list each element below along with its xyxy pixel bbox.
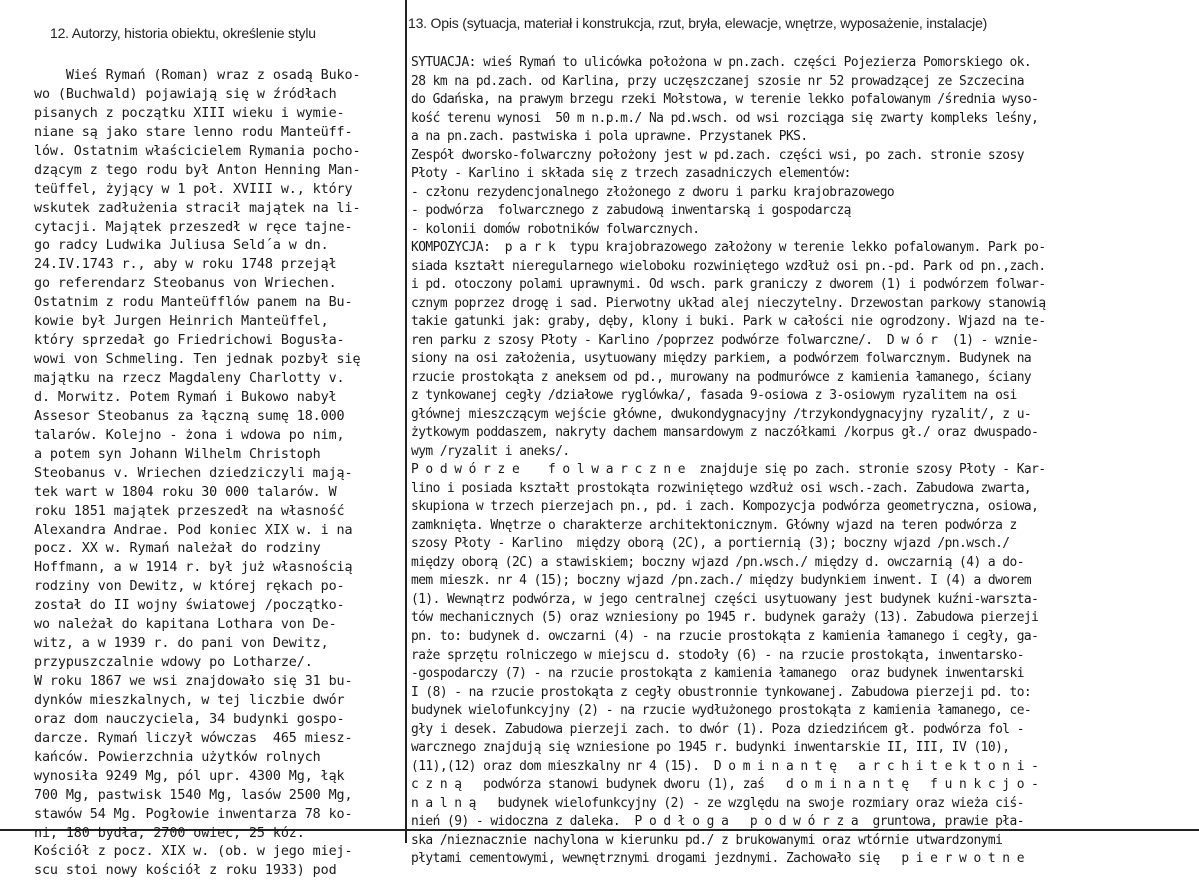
text-line: a potem syn Johann Wilhelm Christoph xyxy=(34,446,321,462)
section-12-body xyxy=(34,67,394,881)
text-line: -gospodarczy (7) - na rzucie prostokąta z kamienia łamanego oraz budynek inwentarski xyxy=(411,666,1024,682)
text-line: siony na osi założenia, usytuowany między parkiem, a podwórzem folwarcznym. Budynek na xyxy=(411,351,1032,367)
text-line: Wieś Rymań (Roman) wraz z osadą Buko- xyxy=(34,68,361,83)
text-line: między oborą (2C) a stawiskiem; boczny wjazd /pn.wsch./ między d. owczarnią (4) a do- xyxy=(411,554,1024,570)
text-line: n a l n ą budynek wielofunkcyjny (2) - ze względu na swoje rozmiary oraz wieża ciś- xyxy=(411,795,1024,811)
text-line: niane są jako stare lenno rodu Manteüff- xyxy=(34,124,353,140)
text-line: tek wart w 1804 roku 30 000 talarów. W xyxy=(34,484,337,500)
text-line: rodziny von Dewitz, w której rękach po- xyxy=(34,579,345,595)
text-line: 700 Mg, pastwisk 1540 Mg, lasów 2500 Mg, xyxy=(34,787,353,803)
text-line: skupiona w trzech pierzejach pn., pd. i zach. Kompozycja podwórza geometryczna, osiowa, xyxy=(411,499,1039,515)
text-line: - podwórza folwarcznego z zabudową inwentarską i gospodarczą xyxy=(411,203,851,219)
text-line: wskutek zadłużenia stracił majątek na li- xyxy=(34,200,361,216)
text-line: dzącym z tego rodu był Anton Henning Man- xyxy=(34,162,361,178)
text-line: Alexandra Andrae. Pod koniec XIX w. i na xyxy=(34,522,353,538)
text-line: a na pn.zach. pastwiska i pola uprawne. Przystanek PKS. xyxy=(411,129,808,145)
text-line: Zespół dworsko-folwarczny położony jest w pd.zach. części wsi, po zach. stronie szosy xyxy=(411,147,1024,163)
text-line: płytami cementowymi, wewnętrznymi drogami jezdnymi. Zachowało się p i e r w o t n e xyxy=(411,851,1024,867)
text-line: budynek wielofunkcyjny (2) - na rzucie wydłużonego prostokąta z kamienia łamanego, ce- xyxy=(411,703,1032,719)
text-line: go referendarz Steobanus von Wriechen. xyxy=(34,276,337,292)
text-line: zamknięta. Wnętrze o charakterze architektonicznym. Główny wjazd na teren podwórza z xyxy=(411,517,1017,533)
text-line: P o d w ó r z e f o l w a r c z n e znajduje się po zach. stronie szosy Płoty - Kar- xyxy=(411,462,1046,478)
section-12-heading: 12. Autorzy, historia obiektu, określenie stylu xyxy=(50,25,316,41)
text-line: cznym poprzez drogę i sad. Pierwotny układ alej nieczytelny. Drzewostan parkowy stanowią xyxy=(411,295,1046,311)
text-line: oraz dom nauczyciela, 34 budynki gospo- xyxy=(34,711,345,727)
text-line: dynków mieszkalnych, w tej liczbie dwór xyxy=(34,692,345,708)
text-line: 28 km na pd.zach. od Karlina, przy uczęszczanej szosie nr 52 prowadzącej ze Szczecina xyxy=(411,73,1024,89)
text-line: W roku 1867 we wsi znajdowało się 31 bu- xyxy=(34,674,353,689)
text-line: pocz. XX w. Rymań należał do rodziny xyxy=(34,541,321,557)
text-line: c z n ą podwórza stanowi budynek dworu (1), zaś d o m i n a n t ę f u n k c j o - xyxy=(411,777,1039,793)
text-line: gły i desek. Zabudowa pierzeji zach. to dwór (1). Poza dziedzińcem gł. podwórza fol - xyxy=(411,721,1024,737)
text-line: Kościół z pocz. XIX w. (ob. w jego miej- xyxy=(34,844,353,860)
text-line: Assesor Steobanus za łączną sumę 18.000 xyxy=(34,408,345,424)
text-line: d. Morwitz. Potem Rymań i Bukowo nabył xyxy=(34,389,337,405)
text-line: I (8) - na rzucie prostokąta z cegły obustronnie tynkowanej. Zabudowa pierzeji pd. to: xyxy=(411,684,1032,700)
section-13-body xyxy=(411,54,1184,869)
text-line: go radcy Ludwika Juliusa Seld´a w dn. xyxy=(34,238,329,254)
text-line: i pd. otoczony polami uprawnymi. Od wsch. park graniczy z dworem (1) i podwórzem folwar- xyxy=(411,277,1046,293)
text-line: wym /ryzalit i aneks/. xyxy=(411,443,570,459)
text-line: tów mechanicznych (5) oraz wzniesiony po 1945 r. budynek garaży (13). Zabudowa pierzeji xyxy=(411,610,1039,626)
text-line: 24.IV.1743 r., aby w roku 1748 przejął xyxy=(34,257,337,273)
text-line: KOMPOZYCJA: p a r k typu krajobrazowego założony w terenie lekko pofalowanym. Park po- xyxy=(411,240,1046,256)
section-13-heading: 13. Opis (sytuacja, materiał i konstrukcja, rzut, bryła, elewacje, wnętrze, wyposażenie, instalacje) xyxy=(408,15,988,31)
text-line: witz, a w 1939 r. do pani von Dewitz, xyxy=(34,636,329,652)
text-line: - członu rezydencjonalnego złożonego z dworu i parku krajobrazowego xyxy=(411,184,895,200)
text-line: warcznego znajdują się wzniesione po 1945 r. budynki inwentarskie II, III, IV (10), xyxy=(411,740,1010,756)
text-line: kowie był Jurgen Heinrich Manteüffel, xyxy=(34,314,329,330)
text-line: szosy Płoty - Karlino między oborą (2C), a portiernią (3); boczny wjazd /pn.wsch./ xyxy=(411,536,1010,552)
text-line: scu stoi nowy kościół z roku 1933) pod xyxy=(34,863,337,879)
text-line: (1). Wewnątrz podwórza, w jego centralnej części usytuowany jest budynek kuźni-warszta- xyxy=(411,591,1039,607)
text-line: który sprzedał go Friedrichowi Bogusła- xyxy=(34,333,345,349)
text-line: lów. Ostatnim właścicielem Rymania pocho- xyxy=(34,143,361,159)
text-line: nień (9) - widoczna z daleka. P o d ł o g a p o d w ó r z a gruntowa, prawie pła- xyxy=(411,814,1024,830)
text-line: wo należał do kapitana Lothara von De- xyxy=(34,617,337,633)
text-line: - kolonii domów robotników folwarcznych. xyxy=(411,221,700,237)
text-line: pn. to: budynek d. owczarni (4) - na rzucie prostokąta z kamienia łamanego i cegły, ga- xyxy=(411,628,1039,644)
text-line: kość terenu wynosi 50 m n.p.m./ Na pd.wsch. od wsi rozciąga się zwarty kompleks leśny, xyxy=(411,110,1039,126)
section-13-column xyxy=(408,10,1184,869)
section-12-column xyxy=(34,10,394,881)
text-line: SYTUACJA: wieś Rymań to ulicówka położona w pn.zach. części Pojezierza Pomorskiego ok. xyxy=(411,55,1032,70)
text-line: mem mieszk. nr 4 (15); boczny wjazd /pn.zach./ między budynkiem inwent. I (4) a dworem xyxy=(411,573,1032,589)
text-line: ni, 180 bydła, 2700 owiec, 25 kóz. xyxy=(34,825,305,841)
text-line: talarów. Kolejno - żona i wdowa po nim, xyxy=(34,427,345,443)
text-line: ska /nieznacznie nachylona w kierunku pd./ z brukowanymi oraz wtórnie utwardzonymi xyxy=(411,832,1003,848)
text-line: pisanych z początku XIII wieku i wymie- xyxy=(34,105,345,121)
text-line: żytkowym poddaszem, nakryty dachem mansardowym z naczółkami /korpus gł./ oraz dwuspado- xyxy=(411,425,1039,441)
text-line: majątku na rzecz Magdaleny Charlotty v. xyxy=(34,371,345,386)
text-line: został do II wojny światowej /początko- xyxy=(34,598,345,614)
text-line: wynosiła 9249 Mg, pól upr. 4300 Mg, łąk xyxy=(34,768,345,784)
text-line: teüffel, żyjący w 1 poł. XVIII w., który xyxy=(34,181,353,197)
text-line: z tynkowanej cegły /działowe ryglówka/, fasada 9-osiowa z 3-osiowym ryzalitem na osi xyxy=(411,388,1017,404)
text-line: Ostatnim z rodu Manteüfflów panem na Bu- xyxy=(34,295,353,311)
text-line: lino i posiada kształt prostokąta rozwiniętego wzdłuż osi wsch.-zach. Zabudowa zwarta, xyxy=(411,480,1032,496)
text-line: wowi von Schmeling. Ten jednak pozbył się xyxy=(34,352,361,368)
text-line: siada kształt nieregularnego wieloboku rozwiniętego wzdłuż osi pn.-pd. Park od pn.,zach. xyxy=(411,258,1046,274)
text-line: przypuszczalnie wdowy po Lotharze/. xyxy=(34,655,313,671)
text-line: Płoty - Karlino i składa się z trzech zasadniczych elementów: xyxy=(411,166,851,182)
text-line: takie gatunki jak: graby, dęby, klony i buki. Park w całości nie ogrodzony. Wjazd na te- xyxy=(411,314,1046,330)
text-line: darcze. Rymań liczył wówczas 465 miesz- xyxy=(34,730,353,746)
text-line: roku 1851 majątek przeszedł na własność xyxy=(34,503,345,519)
column-divider xyxy=(405,0,407,843)
text-line: kańców. Powierzchnia użytków rolnych xyxy=(34,749,321,765)
text-line: głównej mieszczącym wejście główne, dwukondygnacyjny /trzykondygnacyjny ryzalit/, z u- xyxy=(411,406,1032,422)
text-line: raże sprzętu rolniczego w miejscu d. stodoły (6) - na rzucie prostokąta, inwentarsko- xyxy=(411,647,1024,663)
text-line: Hoffmann, a w 1914 r. był już własnością xyxy=(34,560,353,576)
text-line: rzucie prostokąta z aneksem od pd., murowany na podmurówce z kamienia łamanego, ściany xyxy=(411,369,1032,385)
text-line: cytacji. Majątek przeszedł w ręce tajne- xyxy=(34,219,353,235)
text-line: (11),(12) oraz dom mieszkalny nr 4 (15). D o m i n a n t ę a r c h i t e k t o n i - xyxy=(411,758,1039,774)
text-line: ren parku z szosy Płoty - Karlino /poprzez podwórze folwarczne/. D w ó r (1) - wznie- xyxy=(411,332,1039,348)
text-line: stawów 54 Mg. Pogłowie inwentarza 78 ko- xyxy=(34,806,353,822)
text-line: do Gdańska, na prawym brzegu rzeki Mołstowa, w terenie lekko pofalowanym /średnia wyso- xyxy=(411,92,1039,108)
text-line: Steobanus v. Wriechen dziedziczyli mają- xyxy=(34,465,353,481)
text-line: wo (Buchwald) pojawiają się w źródłach xyxy=(34,86,337,102)
